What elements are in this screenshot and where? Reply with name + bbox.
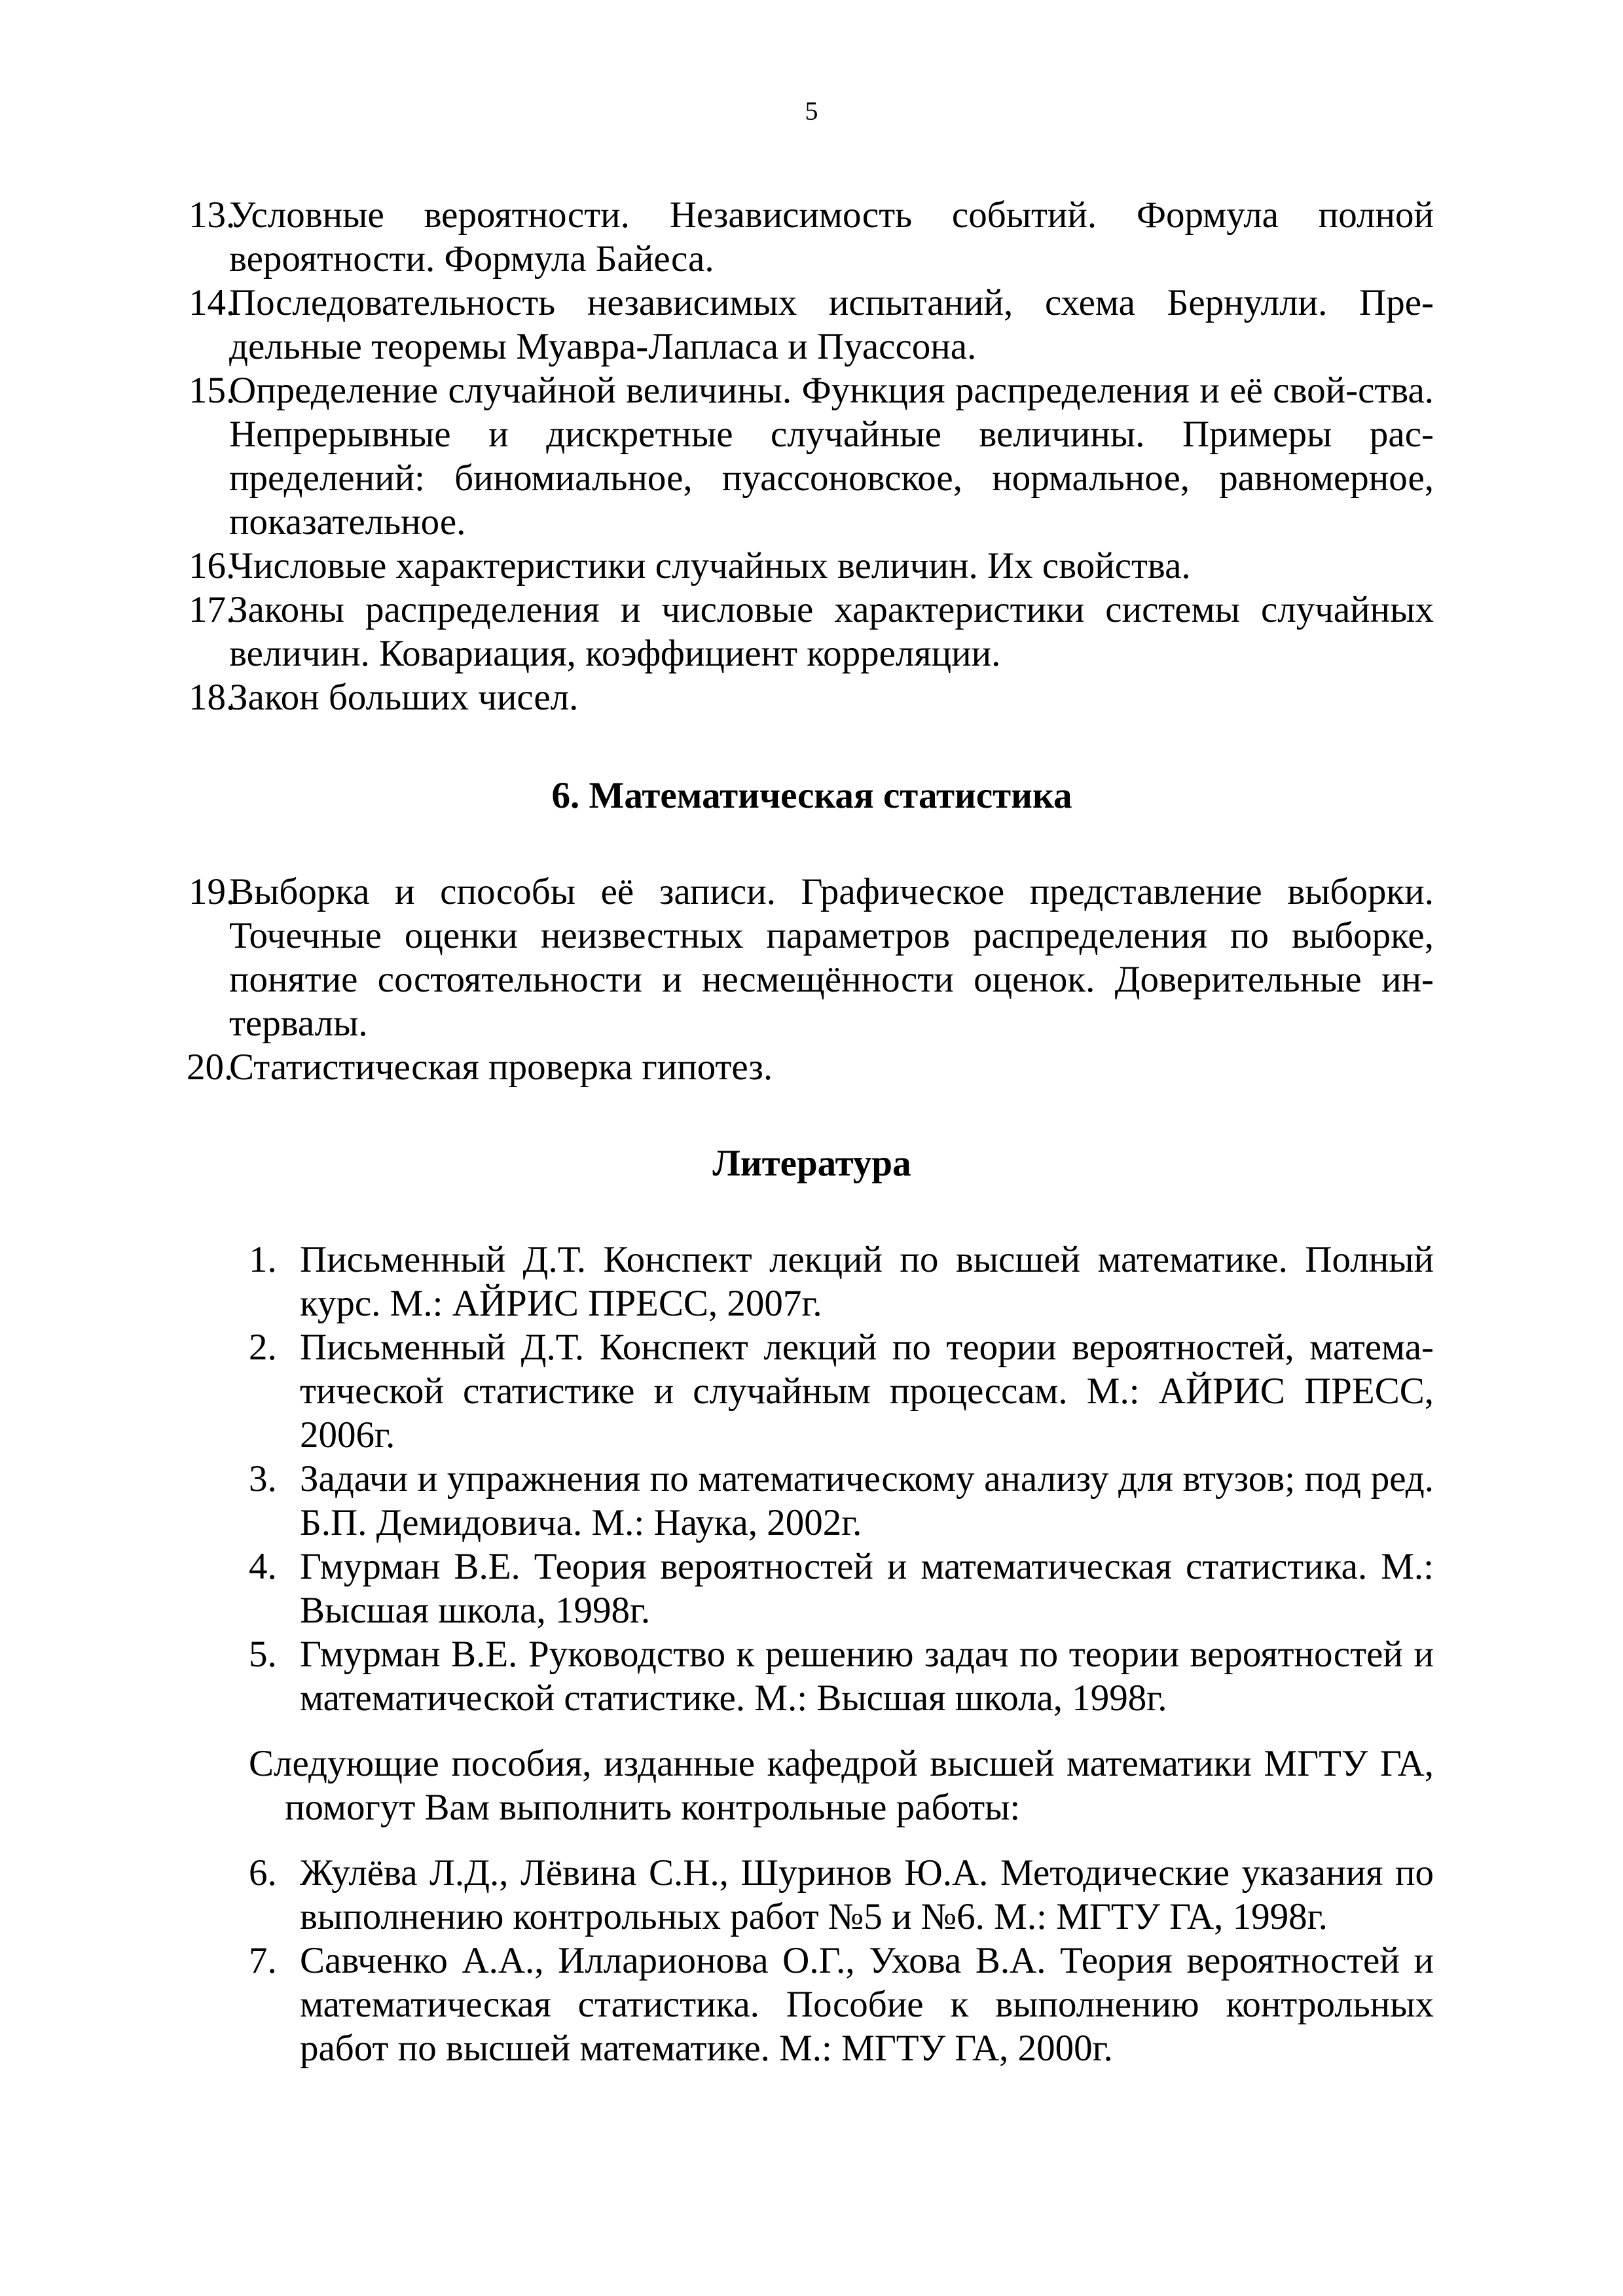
list-item-number: 13. bbox=[189, 194, 236, 236]
reference-text: Жулёва Л.Д., Лёвина С.Н., Шуринов Ю.А. Методические указания по выполнению контрольных работ №5 и №6. М.: МГТУ ГА, 1998г. bbox=[300, 1852, 1434, 1937]
list-item bbox=[190, 870, 1434, 1045]
reference-text: Савченко А.А., Илларионова О.Г., Ухова В.А. Теория вероятностей и математическая статистика. Пособие к выполнению контрольных работ по высшей математике. М.: МГТУ ГА, 2000г. bbox=[300, 1940, 1434, 2069]
list-item-number: 19. bbox=[189, 871, 236, 912]
reference-text: Письменный Д.Т. Конспект лекций по теории вероятностей, матема-тической статистике и случайным процессам. М.: АЙРИС ПРЕСС, 2006г. bbox=[300, 1327, 1434, 1456]
reference-number: 5. bbox=[249, 1634, 277, 1675]
reference-item bbox=[249, 1325, 1434, 1457]
list-item-text: Числовые характеристики случайных величин. Их свойства. bbox=[229, 545, 1191, 586]
section-heading-literature: Литература bbox=[712, 1143, 911, 1184]
reference-text: Гмурман В.Е. Руководство к решению задач по теории вероятностей и математической статистике. М.: Высшая школа, 1998г. bbox=[300, 1634, 1434, 1719]
list-item-number: 20. bbox=[187, 1047, 234, 1088]
reference-item bbox=[249, 1851, 1434, 1939]
reference-list-department bbox=[249, 1851, 1434, 2070]
list-item-number: 17. bbox=[189, 589, 236, 630]
reference-number: 3. bbox=[249, 1458, 277, 1499]
reference-item bbox=[249, 1238, 1434, 1325]
reference-item bbox=[249, 1939, 1434, 2070]
list-item-text: Выборка и способы её записи. Графическое представление выборки. Точечные оценки неизвестных параметров распределения по выборке, понятие состоятельности и несмещённости оценок. Доверительные ин-тервалы. bbox=[229, 871, 1434, 1044]
list-item bbox=[190, 588, 1434, 675]
topic-list-statistics bbox=[187, 870, 1434, 1089]
list-item bbox=[190, 281, 1434, 368]
reference-item bbox=[249, 1457, 1434, 1545]
list-item bbox=[190, 368, 1434, 544]
reference-item bbox=[249, 1545, 1434, 1632]
reference-number: 2. bbox=[249, 1327, 277, 1368]
list-item bbox=[190, 193, 1434, 281]
list-item-text: Законы распределения и числовые характеристики системы случайных величин. Ковариация, коэффициент корреляции. bbox=[229, 589, 1434, 674]
list-item-text: Статистическая проверка гипотез. bbox=[229, 1047, 773, 1088]
list-item-text: Последовательность независимых испытаний, схема Бернулли. Пре-дельные теоремы Муавра-Лапласа и Пуассона. bbox=[229, 282, 1434, 367]
list-item-number: 14. bbox=[189, 282, 236, 323]
list-item bbox=[187, 1045, 1434, 1089]
section-heading-statistics: 6. Математическая статистика bbox=[551, 775, 1072, 816]
list-item-text: Условные вероятности. Независимость событий. Формула полной вероятности. Формула Байеса. bbox=[229, 194, 1434, 279]
reference-text: Гмурман В.Е. Теория вероятностей и математическая статистика. М.: Высшая школа, 1998г. bbox=[300, 1546, 1434, 1631]
reference-number: 7. bbox=[249, 1940, 277, 1981]
page-content bbox=[187, 193, 1434, 2070]
list-item-text: Определение случайной величины. Функция распределения и её свой-ства. Непрерывные и дискретные случайные величины. Примеры рас-пределений: биномиальное, пуассоновское, нормальное, равномерное, показательное. bbox=[229, 370, 1434, 543]
reference-text: Задачи и упражнения по математическому анализу для втузов; под ред. Б.П. Демидовича. М.: Наука, 2002г. bbox=[300, 1458, 1434, 1543]
page-number: 5 bbox=[805, 96, 818, 126]
reference-list bbox=[249, 1238, 1434, 1720]
reference-number: 6. bbox=[249, 1852, 277, 1893]
topic-list-probability bbox=[190, 193, 1434, 719]
reference-number: 4. bbox=[249, 1546, 277, 1587]
reference-number: 1. bbox=[249, 1239, 277, 1280]
list-item-number: 16. bbox=[189, 545, 236, 586]
list-item-number: 18. bbox=[189, 677, 236, 718]
reference-item bbox=[249, 1632, 1434, 1720]
list-item-text: Закон больших чисел. bbox=[229, 677, 579, 718]
reference-text: Письменный Д.Т. Конспект лекций по высшей математике. Полный курс. М.: АЙРИС ПРЕСС, 2007г. bbox=[300, 1239, 1434, 1324]
list-item bbox=[190, 675, 1434, 719]
list-item bbox=[190, 544, 1434, 588]
list-item-number: 15. bbox=[189, 370, 236, 411]
department-manuals-intro: Следующие пособия, изданные кафедрой высшей математики МГТУ ГА, помогут Вам выполнить контрольные работы: bbox=[249, 1743, 1434, 1828]
